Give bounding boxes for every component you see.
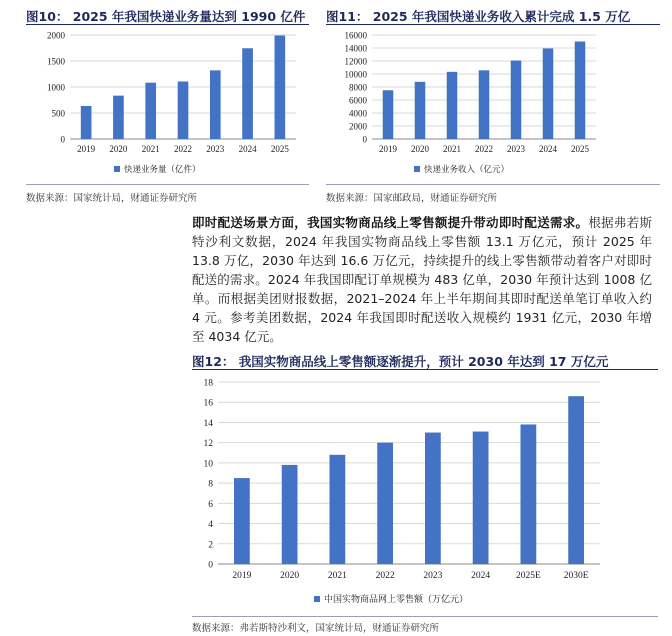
figure-10-bottom-rule (26, 184, 309, 185)
bar (383, 90, 394, 139)
x-tick-label: 2022 (174, 144, 192, 154)
x-tick-label: 2020 (411, 144, 429, 154)
x-tick-label: 2021 (141, 144, 160, 154)
y-tick-label: 16000 (344, 30, 367, 41)
x-tick-label: 2025E (515, 571, 541, 581)
y-tick-label: 4 (208, 520, 213, 531)
figure-12-title: 图12： 我国实物商品线上零售额逐渐提升，预计 2030 年达到 17 万亿元 (192, 354, 609, 369)
y-tick-label: 2 (208, 540, 213, 551)
figure-11-title: 图11： 2025 年我国快递业务收入累计完成 1.5 万亿 (326, 9, 631, 24)
legend-swatch (114, 166, 120, 172)
x-tick-label: 2024 (471, 571, 491, 581)
y-tick-label: 6 (208, 499, 213, 510)
bar (415, 82, 426, 139)
figure-12-source: 数据来源：弗若斯特沙利文，国家统计局，财通证券研究所 (192, 623, 440, 634)
bar (479, 70, 490, 139)
bar (447, 72, 458, 139)
bar (242, 48, 253, 139)
bar (543, 48, 554, 139)
x-tick-label: 2019 (232, 571, 252, 581)
x-tick-label: 2022 (375, 571, 395, 581)
figure-10-title: 图10： 2025 年我国快递业务量达到 1990 亿件 (26, 9, 306, 24)
figure-11-bottom-rule (326, 184, 660, 185)
x-tick-label: 2024 (238, 144, 257, 154)
legend-swatch (414, 166, 420, 172)
figure-12-top-rule (192, 369, 658, 370)
y-tick-label: 0 (60, 134, 65, 145)
figure-10-top-rule (26, 24, 309, 25)
paragraph-body: 根据弗若斯特沙利文数据，2024 年我国实物商品线上零售额 13.1 万亿元，预计 2025 年 13.8 万亿，2030 年达到 16.6 万亿元，持续提升的线上零售额带动着客户对即时配送的需求。2024 年我国即配订单规模为 483 亿单，2030 年预计达到 1008 亿单。而根据美团财报数据，2021–2024 年上半年期间其即时配送单笔订单收入约 4 元。参考美团数据，2024 年我国即时配送收入规模约 1931 亿元，2030 年增至 4034 亿元。 (192, 215, 652, 344)
y-tick-label: 8 (208, 479, 213, 490)
bar (377, 443, 393, 564)
x-tick-label: 2025 (270, 144, 289, 154)
y-tick-label: 14000 (344, 43, 367, 54)
legend-label: 快递业务收入（亿元） (424, 165, 510, 175)
y-tick-label: 10000 (344, 69, 367, 80)
y-tick-label: 1500 (47, 56, 65, 67)
y-tick-label: 18 (203, 378, 213, 389)
y-tick-label: 16 (203, 398, 213, 409)
bar (178, 81, 189, 139)
legend-label: 快递业务量（亿件） (124, 165, 201, 175)
figure-11-top-rule (326, 24, 660, 25)
bar (511, 61, 522, 139)
y-tick-label: 2000 (349, 121, 367, 132)
legend-label: 中国实物商品网上零售额（万亿元） (324, 595, 469, 605)
x-tick-label: 2019 (77, 144, 96, 154)
bar (520, 424, 536, 564)
bar (210, 70, 221, 139)
bar (473, 432, 489, 564)
y-tick-label: 10 (203, 459, 213, 470)
figure-10-source: 数据来源：国家统计局，财通证券研究所 (26, 193, 198, 204)
y-tick-label: 12 (203, 439, 213, 450)
x-tick-label: 2030E (563, 571, 589, 581)
y-tick-label: 500 (51, 108, 65, 119)
figure-12-chart (192, 372, 658, 615)
y-tick-label: 8000 (349, 82, 367, 93)
y-tick-label: 4000 (349, 108, 367, 119)
bar (145, 83, 156, 139)
bar (575, 42, 586, 140)
y-tick-label: 14 (203, 418, 213, 429)
x-tick-label: 2023 (206, 144, 225, 154)
x-tick-label: 2023 (507, 144, 525, 154)
bar (568, 396, 584, 564)
x-tick-label: 2023 (423, 571, 443, 581)
bar (425, 433, 441, 564)
x-tick-label: 2025 (571, 144, 589, 154)
x-tick-label: 2021 (443, 144, 461, 154)
bar (275, 36, 286, 139)
x-tick-label: 2024 (539, 144, 557, 154)
y-tick-label: 2000 (47, 30, 65, 41)
y-tick-label: 12000 (344, 56, 367, 67)
y-tick-label: 0 (208, 560, 213, 571)
x-tick-label: 2022 (475, 144, 493, 154)
y-tick-label: 1000 (47, 82, 65, 93)
figure-12-bottom-rule (192, 616, 658, 617)
legend-swatch (314, 596, 320, 602)
figure-11-source: 数据来源：国家邮政局，财通证券研究所 (326, 193, 498, 204)
figure-11-chart (326, 26, 660, 182)
bar (282, 465, 298, 564)
paragraph-lead: 即时配送场景方面，我国实物商品线上零售额提升带动即时配送需求。 (192, 215, 589, 230)
x-tick-label: 2021 (327, 571, 347, 581)
x-tick-label: 2019 (379, 144, 397, 154)
figure-10-chart (26, 26, 309, 182)
y-tick-label: 6000 (349, 95, 367, 106)
body-paragraph (192, 213, 652, 346)
x-tick-label: 2020 (109, 144, 128, 154)
y-tick-label: 0 (362, 134, 367, 145)
bar (81, 106, 92, 139)
bar (329, 455, 345, 564)
bar (113, 96, 124, 139)
x-tick-label: 2020 (280, 571, 300, 581)
bar (234, 478, 250, 564)
